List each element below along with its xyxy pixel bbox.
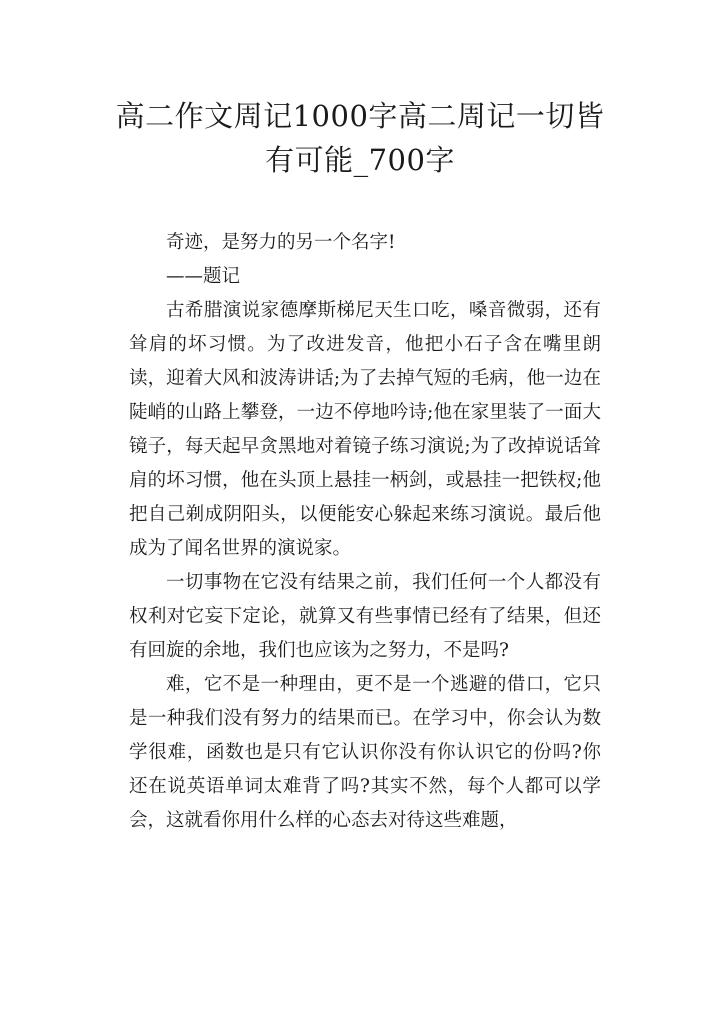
document-body xyxy=(129,226,601,838)
body-paragraph: 一切事物在它没有结果之前，我们任何一个人都没有权利对它妄下定论，就算又有些事情已经有了结果，但还有回旋的余地，我们也应该为之努力，不是吗? xyxy=(129,572,601,661)
epigraph-line: 奇迹，是努力的另一个名字! xyxy=(166,232,396,253)
document-title: 高二作文周记1000字高二周记一切皆有可能_700字 xyxy=(115,99,605,177)
body-paragraph: 古希腊演说家德摩斯梯尼天生口吃，嗓音微弱，还有耸肩的坏习惯。为了改进发音，他把小石子含在嘴里朗读，迎着大风和波涛讲话;为了去掉气短的毛病，他一边在陡峭的山路上攀登，一边不停地吟诗;他在家里装了一面大镜子，每天起早贪黑地对着镜子练习演说;为了改掉说话耸肩的坏习惯，他在头顶上悬挂一柄剑，或悬挂一把铁杈;他把自己剃成阴阳头，以便能安心躲起来练习演说。最后他成为了闻名世界的演说家。 xyxy=(129,300,601,559)
epigraph-attribution: ——题记 xyxy=(166,266,241,287)
body-paragraph: 难，它不是一种理由，更不是一个逃避的借口，它只是一种我们没有努力的结果而已。在学习中，你会认为数学很难，函数也是只有它认识你没有你认识它的份吗?你还在说英语单词太难背了吗?其实不然，每个人都可以学会，这就看你用什么样的心态去对待这些难题， xyxy=(129,674,601,831)
